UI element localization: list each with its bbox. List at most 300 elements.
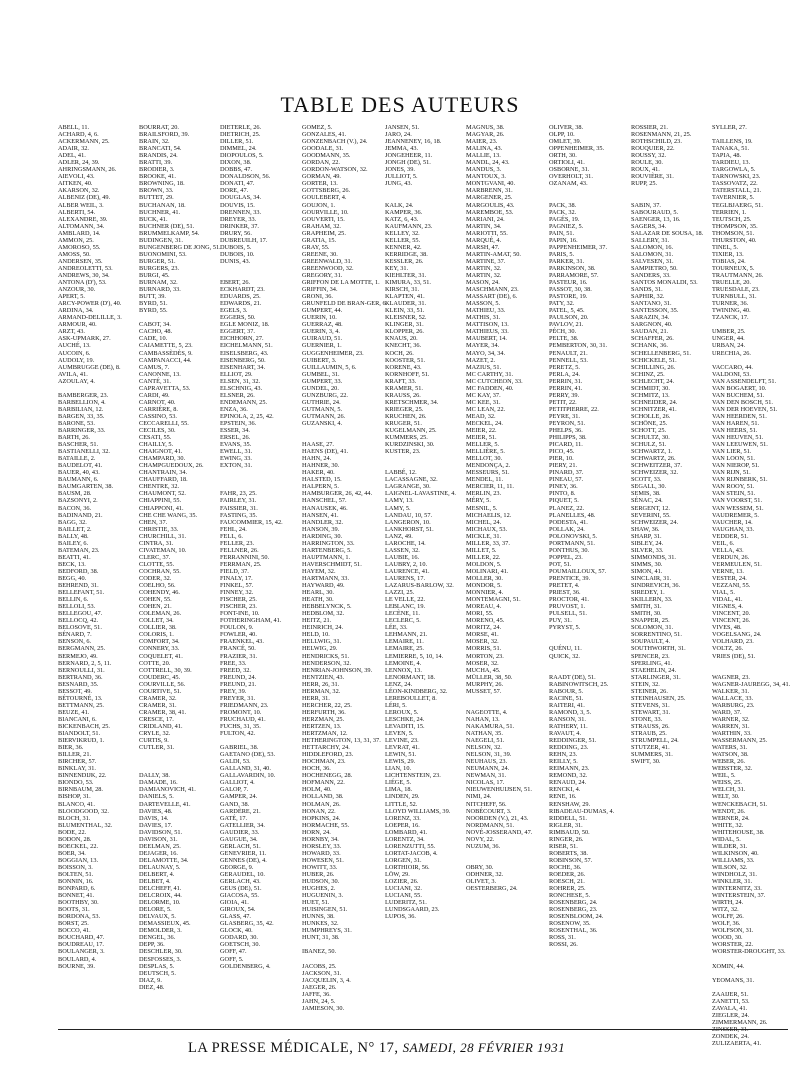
index-entry: GUMPERT, 33. (302, 377, 343, 385)
index-entry: FREUND, 24. (220, 673, 257, 681)
index-entry: GALLIOT, 4. (220, 779, 255, 787)
index-entry: GREENE, 30. (302, 250, 338, 258)
index-entry: CHANTRAIN, 34. (139, 469, 188, 477)
index-entry: BETTMANN, 25. (58, 701, 104, 709)
index-entry: TERRIEN, 1. (712, 208, 747, 216)
index-entry: BAUER, 40, 43. (58, 469, 100, 477)
index-entry: NITCHEFF, 56. (466, 800, 507, 808)
index-entry: BRAIN, 32. (139, 138, 170, 146)
index-entry: CINTRA, 31. (139, 539, 174, 547)
index-entry: GATELLIER, 34. (220, 821, 265, 829)
index-entry: REILLY, 5. (549, 758, 578, 766)
index-entry: TOURNEUX, 5. (712, 264, 755, 272)
index-entry: COTTRELL, 30, 39. (139, 666, 192, 674)
index-entry: MC KAY, 37. (466, 391, 501, 399)
index-entry: COURTIVE, 51. (139, 687, 182, 695)
index-entry: KRUCHEN, 26. (385, 412, 427, 420)
index-entry: OLIVET, 3. (466, 878, 497, 886)
index-entry: CRAMER, 31. (139, 701, 177, 709)
index-entry: OESTERBERG, 24. (466, 885, 518, 893)
index-entry: CANONNE, 13. (139, 370, 181, 378)
index-entry: DOBBS, 47. (220, 166, 253, 174)
index-entry: KATZ, 6, 43. (385, 215, 419, 223)
index-entry: PINEAU, 57. (549, 476, 584, 484)
index-entry: BROWN, 33. (139, 187, 174, 195)
index-entry: NATHAN, 35. (466, 730, 503, 738)
index-entry: COHEN, 55. (139, 596, 172, 604)
index-entry: KLINGER, 31. (385, 321, 424, 329)
index-entry: HUET, 51. (302, 899, 330, 907)
index-entry: MAYER, 34. (466, 342, 500, 350)
index-entry: PASTORE, 19. (549, 293, 588, 301)
index-entry: STEINHAUSEN, 25. (631, 694, 686, 702)
index-entry: SCHWARTZ, 26. (631, 455, 676, 463)
index-entry: HAYEM, 32. (302, 567, 336, 575)
index-entry: BEHREND, 31. (58, 582, 99, 590)
index-entry: HEINRICH, 24. (302, 624, 344, 632)
index-entry: LOMBARD, 41. (385, 828, 428, 836)
index-entry: WILSON, 32. (712, 863, 748, 871)
index-entry: GLASS, 47. (220, 913, 251, 921)
index-entry: PULSELL, 51. (549, 610, 587, 618)
index-entry: PRETET, 4. (549, 582, 580, 590)
index-entry: GIOIA, 41. (220, 899, 249, 907)
index-entry: MC FADDEN, 40. (466, 384, 514, 392)
index-entry: GAMPER, 24. (220, 793, 258, 801)
index-entry: MAGYAR, 26. (466, 131, 505, 139)
index-entry: BROWNING, 18. (139, 180, 185, 188)
index-entry: VOLTZ, 26. (712, 645, 744, 653)
index-entry: RIMBAUD, 50. (549, 828, 590, 836)
index-entry: MICKLE, 31. (466, 532, 502, 540)
index-entry: PIERY, 21. (549, 462, 578, 470)
index-entry: DIMMEL, 24. (220, 145, 257, 153)
index-entry: BELLEGOU, 47. (58, 610, 103, 618)
index-entry: PERRIN, 41. (549, 384, 583, 392)
index-entry: AMBLARD, 14. (58, 229, 101, 237)
index-entry: LAURENCE, 41. (385, 567, 430, 575)
index-entry: MONTGVANI, 40. (466, 180, 516, 188)
index-entry: LENNOX, 13. (385, 666, 422, 674)
index-entry: BIERVIKRUD, 1. (58, 737, 105, 745)
index-entry: HAENS (DE), 41. (302, 448, 349, 456)
index-entry: BESNARD, 35. (58, 680, 99, 688)
index-entry: YEOMANS, 31. (712, 976, 755, 984)
index-entry: VAN HAREN, 51. (712, 419, 760, 427)
index-entry: NOBÉCOURT, 3. (466, 807, 512, 815)
index-entry: DESFOSSES, 3. (139, 955, 182, 963)
index-entry: CODER, 32. (139, 575, 172, 582)
index-entry: JULLIOT, 5. (385, 173, 418, 181)
index-entry: MALLIE, 13. (466, 152, 501, 160)
index-entry: MAREMBOE, 53. (466, 208, 514, 216)
index-entry: FULTON, 42. (220, 730, 256, 738)
index-entry: ADEL, 41. (58, 152, 86, 160)
index-entry: LAZZI, 25. (385, 589, 415, 597)
index-entry: TEGLBJAERG, 51. (712, 201, 763, 209)
index-entry: GARDÈRE, 21. (220, 807, 261, 815)
index-entry: BRUMMELKAMP, 54. (139, 229, 200, 237)
index-entry: SCHNEIDER, 24. (631, 398, 678, 406)
index-entry: TOBIAS, 24. (712, 257, 746, 265)
index-entry: BRATTI, 39. (139, 159, 173, 167)
index-entry: FINKEL, 57. (220, 582, 254, 590)
index-entry: DEUTSCH, 5. (139, 969, 176, 977)
index-entry: JACOBS, 25. (302, 962, 337, 970)
index-entry: SINCLAIR, 31. (631, 575, 672, 582)
index-entry: AMOROSO, 55. (58, 243, 101, 251)
index-entry: FAIRLEY, 31. (220, 497, 257, 505)
index-entry: MARBRENN, 31. (466, 187, 513, 195)
index-entry: BORDONA, 53. (58, 913, 101, 921)
index-entry: WINTERNITZ, 33. (712, 885, 762, 893)
index-entry: MASSON, 5. (466, 300, 501, 308)
index-entry: STUTZER, 41. (631, 744, 670, 752)
index-entry: MÉRY, 5. (466, 497, 491, 505)
index-entry: HORSLEY, 33. (302, 842, 342, 850)
index-entry: HELD, 10. (302, 631, 330, 639)
index-entry: DIEZ, 48. (139, 983, 165, 991)
index-entry: TAPIA, 48. (712, 152, 742, 160)
index-entry: LAGRANGE, 30. (385, 483, 431, 491)
index-entry: BOOTS, 31. (58, 906, 90, 914)
index-entry: SANDERS, 33. (631, 271, 671, 279)
index-entry: BAGG, 32. (58, 518, 87, 526)
index-entry: BYRD, 51. (139, 300, 168, 308)
index-entry (549, 187, 617, 194)
index-entry: VAN VOORST, 51. (712, 497, 763, 505)
index-entry: HOWESEN, 51. (302, 856, 344, 864)
index-column (631, 124, 704, 1028)
index-entry: PACK, 32. (549, 208, 577, 216)
index-entry: BUNGENBERG DE JONG, 51. (139, 243, 221, 251)
index-entry: WARTHIN, 33. (712, 730, 752, 738)
index-entry: PHELPS, 36. (549, 427, 583, 435)
index-entry: CAMPANACCI, 44. (139, 356, 192, 364)
index-entry: QUICK, 32. (549, 652, 580, 660)
index-entry: GUERIN, 3, 4. (302, 328, 340, 336)
index-entry: RONCHESE, 5. (549, 892, 591, 900)
index-entry: BODE, 22. (58, 828, 87, 836)
index-entry: RUPP, 25. (631, 180, 658, 188)
index-entry: VALDONI, 53. (712, 370, 751, 378)
index-entry: RABINOWITSCH, 25. (549, 680, 609, 688)
index-entry: BOULARD, 4. (58, 955, 97, 963)
index-entry: HUNNS, 38. (302, 913, 335, 921)
index-entry: BUTTET, 29. (139, 194, 174, 202)
index-entry: AUMBRUGGE (DE), 8. (58, 363, 121, 371)
index-entry: GUIBERT, 3. (302, 356, 337, 364)
index-entry: SARAZIN, 34. (631, 314, 670, 322)
index-entry: BISHOP, 31. (58, 793, 91, 801)
index-entry: DORE, 47. (220, 187, 249, 195)
index-entry: CRIDLAND, 41. (139, 722, 183, 730)
index-entry: JONES, 39. (385, 166, 415, 174)
index-entry: COUDERC, 45. (139, 673, 181, 681)
index-entry: STAEHELIN, 24. (631, 666, 677, 674)
index-entry: HETTARCHY, 24. (302, 744, 350, 752)
index-entry: SOUTHWORTH, 31. (631, 645, 686, 653)
index-entry: CAPRAVETTA, 53. (139, 384, 191, 392)
index-entry: BIANCANI, 6. (58, 715, 97, 723)
index-entry: BOUDREAU, 17. (58, 941, 105, 949)
index-entry: MAIER, 23. (466, 138, 498, 146)
index-entry: HERTZEN, 13. (302, 722, 342, 730)
index-entry: KAUFMANN, 23. (385, 222, 433, 230)
index-entry: ARZT, 43. (58, 328, 85, 336)
index-entry: GATÉ, 17. (220, 814, 248, 822)
index-entry: HAKER, 40. (302, 469, 335, 477)
index-entry: BADINAND, 21. (58, 511, 103, 519)
index-entry: VAN ROOY, 51. (712, 483, 755, 491)
index-entry: MASSART (DE), 6. (466, 293, 518, 301)
index-entry: THURSTON, 40. (712, 236, 757, 244)
index-entry: BUCHNER, 41. (139, 208, 181, 216)
index-entry: DEMOLDER, 3. (139, 927, 182, 935)
index-entry: LUCIANI, 55. (385, 892, 422, 900)
index-entry: ROSENMANN, 21, 25. (631, 131, 692, 139)
index-entry: ROUX, 41. (631, 166, 660, 174)
index-entry: WEIL, 5. (712, 772, 736, 780)
index-entry: VERDUN, 26. (712, 553, 750, 561)
index-entry: FERRMAN, 25. (220, 560, 262, 568)
index-entry: JONGEHEER, 11. (385, 152, 433, 160)
index-entry: ROULE, 30. (631, 159, 664, 167)
index-entry: BURGER, 51. (139, 257, 176, 265)
index-column (712, 124, 791, 1048)
index-entry: MARSH, 47. (466, 243, 500, 251)
index-entry (302, 941, 370, 948)
index-entry: ZANETTI, 53. (712, 997, 750, 1005)
index-entry: HELLWIG, 31. (302, 638, 342, 646)
index-entry: HUGHES, 2. (302, 885, 336, 893)
index-entry: BRAILSFORD, 39. (139, 131, 190, 139)
index-entry: HERZMAN, 25. (302, 715, 345, 723)
index-entry: AMOSS, 50. (58, 250, 91, 258)
index-entry: LOEPER, 16. (385, 821, 420, 829)
index-entry: MOLINARI, 41. (466, 567, 509, 575)
index-entry: WINTERSTEIN, 37. (712, 892, 766, 900)
index-entry: GUIRAUD, 51. (302, 335, 343, 343)
index-entry: MARTIN-AMAT, 50. (466, 250, 521, 258)
index-entry: MARTIN, 32. (466, 271, 502, 279)
index-entry: WOLF, 36. (712, 920, 741, 928)
index-entry: PRENTICE, 39. (549, 575, 591, 582)
index-entry: TZANCK, 17. (712, 314, 749, 322)
index-entry: HUGUENIN, 3. (302, 892, 344, 900)
index-entry: PYRYST, 5. (549, 624, 581, 632)
index-entry: MASON, 24. (466, 279, 500, 287)
index-entry: ALBERTI, 54. (58, 208, 96, 216)
index-entry: GREENWOOD, 32. (302, 264, 354, 272)
index-entry: GALLAND, 31, 40. (220, 765, 271, 773)
index-entry: EBERT, 26. (220, 279, 251, 287)
index-entry: BURNAM, 32. (139, 279, 178, 287)
index-entry: HAUPTMANN, 1. (302, 553, 351, 561)
index-entry: VERMEULEN, 51. (712, 560, 762, 568)
index-entry: BAUMGARTEN, 38. (58, 483, 114, 491)
index-entry: MANTOUX, 3. (466, 173, 506, 181)
index-entry: MORI, 55. (466, 610, 494, 618)
index-entry: JACKSON, 31. (302, 969, 342, 977)
page-footer (188, 1040, 788, 1057)
index-entry: LANKHORST, 51. (385, 525, 434, 533)
index-entry: MICHAELIS, 12. (466, 511, 512, 519)
index-entry: HERCHER, 22, 25. (302, 701, 352, 709)
index-entry: GOUVERTI, 15. (302, 215, 345, 223)
index-entry: AVILA, 41. (58, 370, 88, 378)
index-entry: NAEGELI, 51. (466, 737, 505, 745)
index-entry: KUSTER, 23. (385, 448, 421, 456)
index-entry: WINKLER, 31. (712, 878, 753, 886)
index-entry: ARMAND-DELILLE, 3. (58, 314, 122, 322)
index-entry: GENNES (DE), 4. (220, 856, 267, 864)
index-entry: PICO, 45. (549, 448, 575, 456)
index-entry (549, 667, 617, 674)
index-entry: SCHWEIZER, 24. (631, 518, 679, 526)
index-entry: GOODMANN, 35. (302, 152, 351, 160)
index-entry: SCHMITZ, 13. (631, 391, 670, 399)
index-entry: KRUGER, 51. (385, 419, 422, 427)
index-entry: MC KEE, 31. (466, 398, 501, 406)
index-entry: KLEIN, 33, 51. (385, 307, 425, 315)
index-entry (385, 194, 453, 201)
index-entry: FRAENKEL, 43. (220, 638, 264, 646)
index-entry: BOECKEL, 22. (58, 842, 99, 850)
index-entry (302, 956, 370, 963)
index-entry: LEROUX, 5. (385, 708, 419, 716)
index-entry: FROMONT, 10. (220, 708, 262, 716)
index-entry: HOWARD, 33. (302, 849, 341, 857)
index-entry: BLANCO, 41. (58, 800, 95, 808)
index-entry: GIACOSA, 55. (220, 892, 260, 900)
index-entry: VAN NIEROP, 51. (712, 462, 760, 470)
index-entry: BILLER, 21. (58, 751, 92, 759)
index-entry: EVANS, 35. (220, 441, 252, 449)
index-entry (466, 850, 534, 857)
index-entry: MESSEURS, 51. (466, 469, 510, 477)
index-entry: GRIFFON DE LA MOTTE, 1. (302, 279, 380, 287)
index-entry: NOORDEN (V.), 21, 43. (466, 814, 529, 822)
index-entry: WATSON, 38. (712, 751, 749, 759)
index-entry: ROBINSON, 57. (549, 856, 593, 864)
index-entry: DELCHEFF, 41. (139, 885, 182, 893)
index-entry: ELSNER, 26. (220, 391, 255, 399)
index-entry: BARBELLION, 4. (58, 398, 106, 406)
index-entry: NOVY, 22. (466, 835, 495, 843)
index-entry: BIANDOLT, 51. (58, 730, 101, 738)
index-entry: SARGNON, 40. (631, 321, 673, 329)
index-entry: LORENTZ, 34. (385, 835, 425, 843)
index-entry: HUNKES, 32. (302, 920, 339, 928)
index-entry: DAVIDSON, 51. (139, 828, 183, 836)
index-entry: ROEDER, 26. (549, 870, 586, 878)
index-entry: SHARP, 31. (631, 532, 662, 540)
index-entry: ZIMMERMANN, 26. (712, 1018, 768, 1026)
index-entry: FELLER, 23. (220, 539, 255, 547)
index-entry: VIAL, 5. (712, 589, 735, 597)
index-entry: HOCH, 36. (302, 765, 331, 773)
index-entry: GORDAN, 22. (302, 159, 340, 167)
index-entry: MILLER, 33, 37. (466, 539, 510, 547)
index-entry: FINNEY, 32. (220, 589, 254, 597)
index-entry: COTTE, 20. (139, 659, 171, 667)
index-entry: FEHL, 24. (220, 525, 247, 533)
index-entry: CRAMER, 32. (139, 694, 177, 702)
index-entry: DOUGLAS, 34. (220, 194, 262, 202)
index-entry (220, 265, 288, 272)
index-entry: DELORE, 5. (139, 906, 172, 914)
index-entry: STEWART, 31. (631, 708, 671, 716)
index-entry: DREYER, 33. (220, 215, 257, 223)
index-entry: SCHULTZ, 30. (631, 434, 670, 442)
index-entry: BIONDO, 53. (58, 779, 94, 787)
index-entry: DONATI, 47. (220, 180, 255, 188)
index-entry: DRENNEN, 33. (220, 208, 262, 216)
index-entry: FONT-INE, 10. (220, 610, 260, 618)
index-entry: RISER, 51. (549, 842, 578, 850)
index-entry: PAPIN, 16. (549, 236, 578, 244)
index-entry: DAVIES, 48. (139, 807, 173, 815)
index-entry: POPPEL, 23. (549, 553, 583, 561)
index-entry: GREENWALD, 31. (302, 257, 353, 265)
index-entry: GUNZBURG, 22. (302, 391, 349, 399)
index-entry: MATHIEU, 33. (466, 307, 506, 315)
index-entry: FOTHERINGHAM, 41. (220, 617, 282, 625)
index-entry: LORGEN, 31. (385, 856, 422, 864)
index-entry: ECKHARDT, 23. (220, 286, 265, 294)
index-entry: MECKEL, 24. (466, 419, 503, 427)
index-entry: COCHRAN, 55. (139, 567, 181, 575)
index-entry: WIRTH, 24. (712, 899, 744, 907)
index-entry: AUDOLY, 19. (58, 356, 95, 364)
index-entry: BELLOLI, 53. (58, 603, 96, 611)
index-entry: MURPHY, 26. (466, 680, 504, 688)
index-entry: ESSER, 34. (220, 427, 250, 435)
index-entry: WELT, 30. (712, 793, 740, 801)
index-entry: ROUVIÈRE, 31. (631, 173, 674, 181)
index-entry: PETITPIERRE, 22. (549, 405, 599, 413)
index-entry: SANTOS MONALDI, 53. (631, 279, 698, 287)
index-entry: MORITZ, 24. (466, 624, 502, 632)
index-entry: VAN HEUVEN, 51. (712, 434, 764, 442)
index-entry: PUY, 31. (549, 617, 572, 625)
index-entry: KLEISNER, 52. (385, 314, 427, 322)
index-entry: MERLIN, 23. (466, 490, 502, 498)
index-entry: GERAUDEL, 10. (220, 870, 265, 878)
index-entry: FERRANNINI, 50. (220, 553, 270, 561)
index-entry: BLOCH, 31. (58, 814, 91, 822)
index-entry: CADE, 10. (139, 335, 168, 343)
footer-rule (58, 1029, 788, 1030)
index-entry (631, 187, 699, 194)
index-entry: VACCARO, 44. (712, 363, 753, 371)
index-entry: RIDDELL, 51. (549, 814, 587, 822)
index-entry: VINCENT, 26. (712, 617, 751, 625)
index-entry: VAN HEERS, 51. (712, 427, 758, 435)
index-entry: HAMBURGER, 26, 42, 44. (302, 490, 373, 498)
index-entry: GORDON-WATSON, 32. (302, 166, 368, 174)
index-entry: RAADT (DE), 51. (549, 673, 596, 681)
index-entry: DIETRICH, 25. (220, 131, 261, 139)
index-entry: PERRIN, 31. (549, 377, 583, 385)
index-entry: EICHHORN, 27. (220, 335, 264, 343)
index-entry: FELLNER, 26. (220, 546, 259, 554)
index-entry: BONNIN, 16. (58, 878, 94, 886)
index-entry: GUTHRIE, 24. (302, 398, 341, 406)
index-entry: XOMIN, 44. (712, 962, 745, 970)
index-entry: MONNIER, 4. (466, 589, 504, 597)
